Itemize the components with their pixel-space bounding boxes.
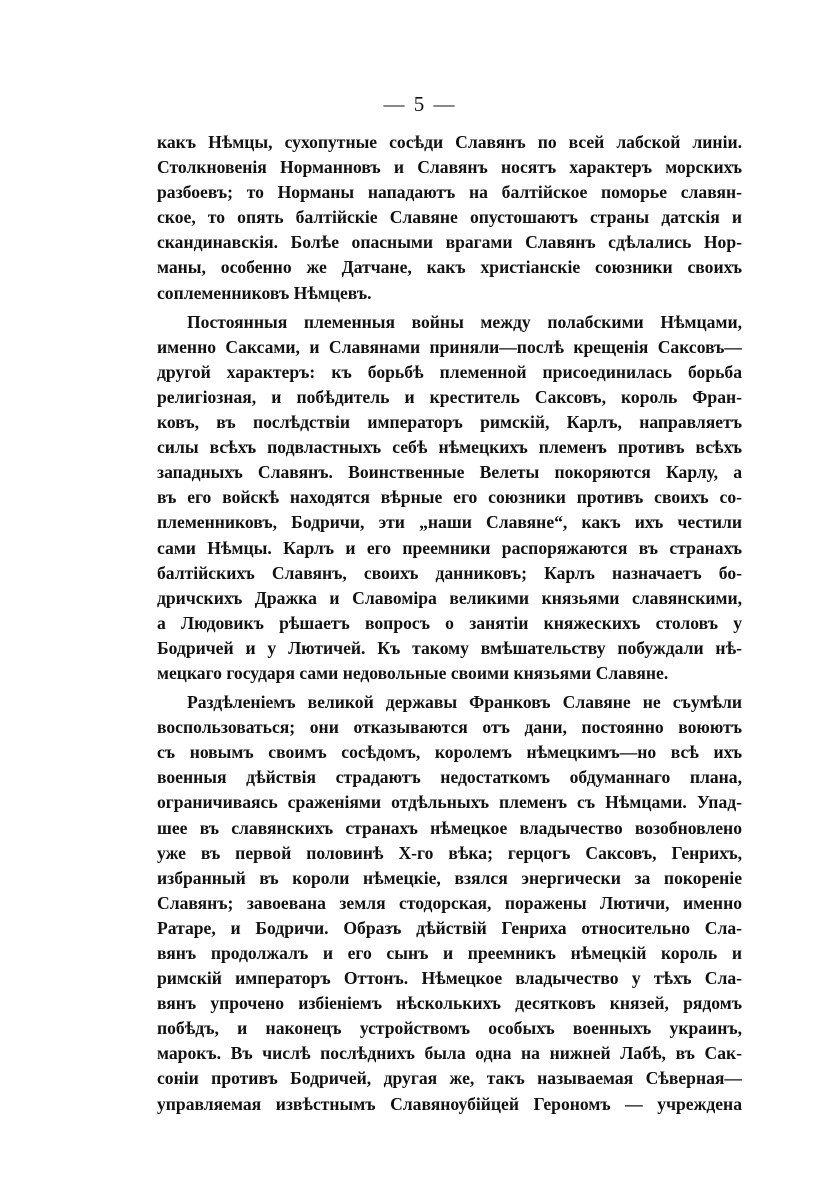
body-text [157,130,742,1117]
paragraph-3 [157,690,742,1117]
text-line: а Людовикъ рѣшаетъ вопросъ о занятіи княжескихъ столовъ у [157,612,742,633]
text-line: Славянъ; завоевана земля стодорская, поражены Лютичи, именно [157,892,742,913]
text-line: именно Саксами, и Славянами приняли—послѣ крещенія Саксовъ— [157,336,742,357]
text-line: съ новымъ своимъ сосѣдомъ, королемъ нѣмецкимъ—но всѣ ихъ [157,742,742,763]
text-line: уже въ первой половинѣ X-го вѣка; герцогъ Саксовъ, Генрихъ, [157,842,742,863]
text-line: дричскихъ Дражка и Славоміра великими князьями славянскими, [157,587,742,608]
text-line: марокъ. Въ числѣ послѣднихъ была одна на нижней Лабѣ, въ Сак- [157,1043,742,1064]
text-line: сами Нѣмцы. Карлъ и его преемники распоряжаются въ странахъ [157,537,742,558]
text-line: скандинавскія. Болѣе опасными врагами Славянъ сдѣлались Нор- [157,232,742,253]
text-line: другой характеръ: къ борьбѣ племенной присоединилась борьба [157,361,742,382]
paragraph-2 [157,310,742,686]
text-line: балтійскихъ Славянъ, своихъ данниковъ; Карлъ назначаетъ бо- [157,562,742,583]
text-line: соплеменниковъ Нѣмцевъ. [157,282,372,303]
text-line: ограничиваясь сраженіями отдѣльныхъ племенъ съ Нѣмцами. Упад- [157,792,742,813]
text-line: вянъ продолжалъ и его сынъ и преемникъ нѣмецкій король и [157,943,742,963]
text-line: шее въ славянскихъ странахъ нѣмецкое владычество возобновлено [157,817,742,838]
paragraph-1 [157,130,742,306]
text-line: ское, то опять балтійскіе Славяне опустошаютъ страны датскія и [157,207,742,228]
text-line: Раздѣленіемъ великой державы Франковъ Славяне не съумѣли [187,692,742,713]
text-line: избранный въ короли нѣмецкіе, взялся энергически за покореніе [157,867,742,888]
text-line: побѣдъ, и наконецъ устройствомъ особыхъ военныхъ украинъ, [157,1018,742,1039]
text-line: воспользоваться; они отказываются отъ дани, постоянно воюютъ [157,717,742,738]
page-number: — 5 — [383,92,457,116]
text-line: въ его войскѣ находятся вѣрные его союзники противъ своихъ со- [157,487,742,508]
text-line: вянъ упрочено избіеніемъ нѣсколькихъ десятковъ князей, рядомъ [157,993,742,1014]
text-line: военныя дѣйствія страдаютъ недостаткомъ обдуманнаго плана, [157,767,742,788]
text-line: мецкаго государя сами недовольные своими князьями Славяне. [157,662,669,683]
text-line: Столкновенія Норманновъ и Славянъ носятъ характеръ морскихъ [157,157,742,178]
text-line: какъ Нѣмцы, сухопутные сосѣди Славянъ по всей лабской линіи. [157,132,742,152]
text-line: Ратаре, и Бодричи. Образъ дѣйствій Генриха относительно Сла- [157,917,742,938]
text-line: западныхъ Славянъ. Воинственные Велеты покоряются Карлу, а [157,462,742,483]
text-line: соніи противъ Бодричей, другая же, такъ называемая Сѣверная— [157,1068,742,1089]
text-line: силы всѣхъ подвластныхъ себѣ нѣмецкихъ племенъ противъ всѣхъ [157,437,742,458]
text-line: племенниковъ, Бодричи, эти „наши Славяне“, какъ ихъ честили [157,512,742,533]
text-line: маны, особенно же Датчане, какъ христіанскіе союзники своихъ [157,257,742,278]
text-line: римскій императоръ Оттонъ. Нѣмецкое владычество у тѣхъ Сла- [157,968,742,989]
text-line: разбоевъ; то Норманы нападаютъ на балтійское поморье славян- [157,182,742,203]
text-line: религіозная, и побѣдитель и креститель Саксовъ, король Фран- [157,386,742,407]
text-line: управляемая извѣстнымъ Славяноубійцей Герономъ — учреждена [157,1093,742,1114]
text-line: ковъ, въ послѣдствіи императоръ римскій, Карлъ, направляетъ [157,412,742,433]
text-line: Постоянныя племенныя войны между полабскими Нѣмцами, [187,311,742,332]
text-line: Бодричей и у Лютичей. Къ такому вмѣшательству побуждали нѣ- [157,637,742,658]
